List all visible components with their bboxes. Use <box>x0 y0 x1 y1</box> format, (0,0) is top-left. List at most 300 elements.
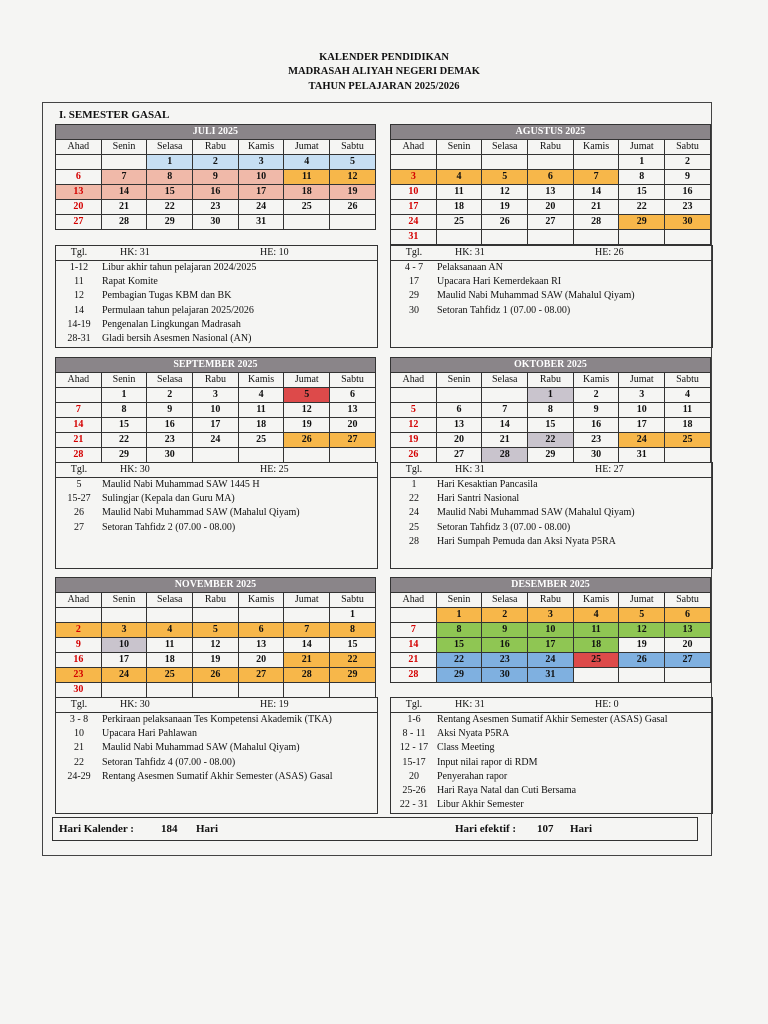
day-cell: 14 <box>284 638 330 653</box>
day-cell: 20 <box>56 200 102 215</box>
day-cell: 3 <box>193 388 239 403</box>
event-description: Libur Akhir Semester <box>437 799 524 811</box>
day-cell: 3 <box>239 155 285 170</box>
event-date: 22 <box>409 493 419 505</box>
weekday-header: Sabtu <box>665 373 711 388</box>
day-cell: 27 <box>528 215 574 230</box>
day-cell: 17 <box>239 185 285 200</box>
day-cell: 17 <box>391 200 437 215</box>
day-cell <box>391 155 437 170</box>
day-cell: 28 <box>482 448 528 463</box>
weekday-header: Ahad <box>56 593 102 608</box>
doc-title-line3: TAHUN PELAJARAN 2025/2026 <box>308 81 460 92</box>
event-description: Class Meeting <box>437 742 495 754</box>
weekday-header: Selasa <box>147 593 193 608</box>
event-date: 15-17 <box>402 756 426 768</box>
day-cell: 11 <box>147 638 193 653</box>
day-cell <box>147 683 193 698</box>
day-cell: 10 <box>193 403 239 418</box>
day-cell: 4 <box>147 623 193 638</box>
day-cell: 16 <box>56 653 102 668</box>
day-cell: 13 <box>665 623 711 638</box>
day-cell <box>193 608 239 623</box>
day-cell: 20 <box>239 653 285 668</box>
weekday-header: Sabtu <box>665 140 711 155</box>
day-cell: 30 <box>482 668 528 683</box>
event-date: 14-19 <box>67 318 91 330</box>
event-date: 30 <box>409 304 419 316</box>
weekday-header: Ahad <box>391 373 437 388</box>
day-cell: 25 <box>147 668 193 683</box>
day-cell: 31 <box>528 668 574 683</box>
day-cell <box>56 608 102 623</box>
event-description: Libur akhir tahun pelajaran 2024/2025 <box>102 262 257 273</box>
day-cell: 29 <box>437 668 483 683</box>
day-cell: 11 <box>574 623 620 638</box>
day-cell: 10 <box>239 170 285 185</box>
event-date: 15-27 <box>67 493 91 505</box>
date-column-label: Tgl. <box>70 464 88 475</box>
calendar-days-unit: Hari <box>196 823 218 835</box>
event-row <box>56 304 377 318</box>
day-cell <box>239 448 285 463</box>
event-description: Sulingjar (Kepala dan Guru MA) <box>102 493 235 505</box>
event-description: Rentang Asesmen Sumatif Akhir Semester (ASAS) Gasal <box>102 770 333 782</box>
date-column-label: Tgl. <box>70 699 88 710</box>
day-cell: 13 <box>437 418 483 433</box>
event-description: Setoran Tahfidz 3 (07.00 - 08.00) <box>437 521 571 533</box>
day-cell: 22 <box>147 200 193 215</box>
day-cell: 2 <box>193 155 239 170</box>
event-row <box>391 304 712 318</box>
event-row <box>56 318 377 332</box>
day-cell: 8 <box>437 623 483 638</box>
day-cell: 30 <box>665 215 711 230</box>
weekday-header: Selasa <box>482 593 528 608</box>
day-cell: 4 <box>437 170 483 185</box>
event-date: 11 <box>74 276 84 288</box>
date-column-label: Tgl. <box>405 464 423 475</box>
weekday-header: Kamis <box>239 140 285 155</box>
day-cell: 12 <box>482 185 528 200</box>
day-cell: 28 <box>391 668 437 683</box>
calendar-days-value: 184 <box>161 823 178 835</box>
event-row <box>56 741 377 755</box>
day-cell: 2 <box>147 388 193 403</box>
day-cell: 28 <box>102 215 148 230</box>
event-date: 1-6 <box>407 714 421 725</box>
day-cell: 21 <box>102 200 148 215</box>
event-description: Rentang Asesmen Sumatif Akhir Semester (ASAS) Gasal <box>437 714 668 725</box>
day-cell: 1 <box>330 608 376 623</box>
hari-kalender-count: HK: 31 <box>455 247 485 258</box>
semester-label: I. SEMESTER GASAL <box>59 109 170 121</box>
event-date: 5 <box>76 479 82 490</box>
calendar-days-label: Hari Kalender : <box>59 823 134 835</box>
month-calendar <box>55 357 376 463</box>
day-cell: 14 <box>482 418 528 433</box>
day-cell: 7 <box>574 170 620 185</box>
day-cell: 23 <box>147 433 193 448</box>
month-header: DESEMBER 2025 <box>391 578 711 593</box>
day-cell: 14 <box>56 418 102 433</box>
day-cell: 2 <box>482 608 528 623</box>
event-box <box>390 462 713 569</box>
event-row <box>391 727 712 741</box>
event-date: 24 <box>409 507 419 519</box>
month-header: SEPTEMBER 2025 <box>56 358 376 373</box>
day-cell: 17 <box>619 418 665 433</box>
event-box <box>390 697 713 814</box>
day-cell: 8 <box>147 170 193 185</box>
day-cell: 8 <box>619 170 665 185</box>
day-cell: 6 <box>330 388 376 403</box>
day-cell: 9 <box>482 623 528 638</box>
hari-kalender-count: HK: 31 <box>120 247 150 258</box>
day-cell: 5 <box>391 403 437 418</box>
day-cell: 20 <box>330 418 376 433</box>
day-cell <box>391 608 437 623</box>
event-description: Pelaksanaan AN <box>437 262 503 273</box>
day-cell: 8 <box>330 623 376 638</box>
day-cell: 6 <box>437 403 483 418</box>
weekday-header: Rabu <box>528 593 574 608</box>
day-cell: 30 <box>574 448 620 463</box>
day-cell: 29 <box>619 215 665 230</box>
day-cell <box>330 448 376 463</box>
weekday-header: Kamis <box>574 593 620 608</box>
day-cell: 29 <box>528 448 574 463</box>
event-box-header <box>391 698 712 713</box>
hari-efektif-count: HE: 25 <box>260 464 289 475</box>
day-cell: 1 <box>528 388 574 403</box>
weekday-header: Sabtu <box>665 593 711 608</box>
day-cell: 13 <box>56 185 102 200</box>
day-cell: 9 <box>665 170 711 185</box>
day-cell <box>528 155 574 170</box>
event-date: 10 <box>74 728 84 740</box>
day-cell: 15 <box>330 638 376 653</box>
event-date: 26 <box>74 507 84 519</box>
day-cell: 18 <box>284 185 330 200</box>
event-row <box>391 741 712 755</box>
day-cell: 20 <box>437 433 483 448</box>
day-cell: 25 <box>574 653 620 668</box>
day-cell: 21 <box>574 200 620 215</box>
event-description: Input nilai rapor di RDM <box>437 756 538 768</box>
day-cell: 18 <box>147 653 193 668</box>
event-box-header <box>56 698 377 713</box>
day-cell <box>665 448 711 463</box>
month-header: JULI 2025 <box>56 125 376 140</box>
day-cell: 11 <box>665 403 711 418</box>
doc-title-line1: KALENDER PENDIDIKAN <box>319 52 449 63</box>
day-cell: 23 <box>193 200 239 215</box>
day-cell: 26 <box>284 433 330 448</box>
day-cell: 10 <box>391 185 437 200</box>
day-cell: 12 <box>330 170 376 185</box>
day-cell: 9 <box>147 403 193 418</box>
day-cell: 14 <box>102 185 148 200</box>
day-cell: 19 <box>284 418 330 433</box>
day-cell: 24 <box>619 433 665 448</box>
event-description: Penyerahan rapor <box>437 770 508 782</box>
day-cell: 18 <box>239 418 285 433</box>
day-cell: 11 <box>437 185 483 200</box>
event-date: 3 - 8 <box>69 714 89 725</box>
day-cell: 17 <box>193 418 239 433</box>
event-date: 17 <box>409 276 419 288</box>
event-date: 28-31 <box>67 333 91 345</box>
day-cell: 24 <box>102 668 148 683</box>
day-cell <box>193 683 239 698</box>
event-description: Gladi bersih Asesmen Nasional (AN) <box>102 333 252 345</box>
effective-days-label: Hari efektif : <box>455 823 517 835</box>
event-description: Aksi Nyata P5RA <box>437 728 510 740</box>
event-row <box>391 535 712 549</box>
day-cell: 23 <box>574 433 620 448</box>
day-cell: 16 <box>193 185 239 200</box>
day-cell: 14 <box>574 185 620 200</box>
weekday-header: Ahad <box>391 140 437 155</box>
weekday-header: Jumat <box>619 373 665 388</box>
day-cell <box>56 155 102 170</box>
day-cell: 10 <box>102 638 148 653</box>
weekday-header: Senin <box>102 593 148 608</box>
day-cell: 4 <box>284 155 330 170</box>
day-cell: 7 <box>56 403 102 418</box>
day-cell: 5 <box>330 155 376 170</box>
event-box-header <box>391 246 712 261</box>
event-row <box>56 727 377 741</box>
event-date: 20 <box>409 770 419 782</box>
day-cell: 28 <box>284 668 330 683</box>
event-date: 21 <box>74 742 84 754</box>
day-cell <box>437 230 483 245</box>
day-cell: 29 <box>102 448 148 463</box>
day-cell: 6 <box>665 608 711 623</box>
event-description: Maulid Nabi Muhammad SAW 1445 H <box>102 479 260 490</box>
day-cell: 16 <box>574 418 620 433</box>
day-cell <box>665 668 711 683</box>
month-header: AGUSTUS 2025 <box>391 125 711 140</box>
event-description: Pembagian Tugas KBM dan BK <box>102 290 232 302</box>
event-date: 1 <box>411 479 417 490</box>
day-cell: 4 <box>239 388 285 403</box>
event-date: 24-29 <box>67 770 91 782</box>
day-cell <box>437 155 483 170</box>
event-description: Rapat Komite <box>102 276 158 288</box>
event-row <box>391 784 712 798</box>
day-cell <box>102 608 148 623</box>
day-cell: 27 <box>56 215 102 230</box>
hari-efektif-count: HE: 27 <box>595 464 624 475</box>
event-row <box>391 770 712 784</box>
day-cell: 23 <box>482 653 528 668</box>
day-cell: 19 <box>482 200 528 215</box>
hari-kalender-count: HK: 30 <box>120 699 150 710</box>
weekday-header: Senin <box>437 373 483 388</box>
day-cell: 16 <box>147 418 193 433</box>
day-cell: 2 <box>665 155 711 170</box>
day-cell: 11 <box>239 403 285 418</box>
day-cell: 14 <box>391 638 437 653</box>
day-cell: 2 <box>574 388 620 403</box>
weekday-header: Rabu <box>193 593 239 608</box>
event-date: 25-26 <box>402 785 426 797</box>
day-cell: 1 <box>147 155 193 170</box>
month-calendar <box>390 357 711 463</box>
day-cell: 23 <box>56 668 102 683</box>
day-cell: 6 <box>56 170 102 185</box>
day-cell: 21 <box>56 433 102 448</box>
day-cell: 5 <box>482 170 528 185</box>
event-box <box>55 245 378 348</box>
event-date: 14 <box>74 304 84 316</box>
day-cell <box>239 608 285 623</box>
day-cell: 30 <box>193 215 239 230</box>
event-description: Hari Raya Natal dan Cuti Bersama <box>437 785 577 797</box>
event-row <box>56 756 377 770</box>
hari-kalender-count: HK: 31 <box>455 699 485 710</box>
day-cell: 19 <box>391 433 437 448</box>
day-cell: 29 <box>147 215 193 230</box>
day-cell: 19 <box>619 638 665 653</box>
day-cell: 12 <box>391 418 437 433</box>
event-row <box>56 332 377 346</box>
day-cell: 24 <box>528 653 574 668</box>
day-cell: 24 <box>193 433 239 448</box>
weekday-header: Sabtu <box>330 373 376 388</box>
day-cell: 26 <box>391 448 437 463</box>
day-cell: 22 <box>528 433 574 448</box>
day-cell: 18 <box>574 638 620 653</box>
day-cell: 19 <box>330 185 376 200</box>
event-description: Setoran Tahfidz 4 (07.00 - 08.00) <box>102 756 236 768</box>
event-box-header <box>56 463 377 478</box>
day-cell: 6 <box>239 623 285 638</box>
day-cell: 6 <box>528 170 574 185</box>
event-date: 1-12 <box>69 262 89 273</box>
day-cell <box>619 230 665 245</box>
day-cell <box>574 668 620 683</box>
day-cell: 29 <box>330 668 376 683</box>
day-cell: 18 <box>437 200 483 215</box>
month-calendar <box>390 124 711 245</box>
day-cell <box>437 388 483 403</box>
event-row <box>56 713 377 727</box>
day-cell <box>284 683 330 698</box>
event-row <box>391 713 712 727</box>
day-cell <box>284 448 330 463</box>
day-cell: 21 <box>482 433 528 448</box>
weekday-header: Senin <box>102 373 148 388</box>
day-cell: 31 <box>391 230 437 245</box>
weekday-header: Jumat <box>284 373 330 388</box>
event-box-header <box>56 246 377 261</box>
day-cell: 12 <box>619 623 665 638</box>
day-cell: 7 <box>102 170 148 185</box>
day-cell: 25 <box>437 215 483 230</box>
hari-efektif-count: HE: 19 <box>260 699 289 710</box>
weekday-header: Kamis <box>574 373 620 388</box>
day-cell: 7 <box>284 623 330 638</box>
weekday-header: Rabu <box>528 373 574 388</box>
weekday-header: Senin <box>437 593 483 608</box>
day-cell: 9 <box>193 170 239 185</box>
day-cell: 8 <box>528 403 574 418</box>
event-row <box>391 492 712 506</box>
date-column-label: Tgl. <box>405 247 423 258</box>
weekday-header: Senin <box>102 140 148 155</box>
day-cell: 15 <box>619 185 665 200</box>
event-description: Upacara Hari Kemerdekaan RI <box>437 276 562 288</box>
event-date: 22 - 31 <box>399 799 429 811</box>
day-cell: 15 <box>147 185 193 200</box>
day-cell: 18 <box>665 418 711 433</box>
event-description: Setoran Tahfidz 1 (07.00 - 08.00) <box>437 304 571 316</box>
weekday-header: Jumat <box>619 593 665 608</box>
month-header: OKTOBER 2025 <box>391 358 711 373</box>
day-cell: 22 <box>437 653 483 668</box>
weekday-header: Kamis <box>239 373 285 388</box>
day-cell: 11 <box>284 170 330 185</box>
day-cell <box>482 230 528 245</box>
event-row <box>391 506 712 520</box>
event-row <box>391 756 712 770</box>
event-row <box>391 521 712 535</box>
day-cell: 26 <box>330 200 376 215</box>
day-cell: 5 <box>193 623 239 638</box>
day-cell: 25 <box>284 200 330 215</box>
day-cell: 25 <box>665 433 711 448</box>
weekday-header: Jumat <box>619 140 665 155</box>
day-cell <box>330 683 376 698</box>
date-column-label: Tgl. <box>70 247 88 258</box>
day-cell: 31 <box>239 215 285 230</box>
day-cell: 23 <box>665 200 711 215</box>
day-cell <box>193 448 239 463</box>
weekday-header: Sabtu <box>330 593 376 608</box>
weekday-header: Jumat <box>284 140 330 155</box>
day-cell: 27 <box>330 433 376 448</box>
day-cell: 2 <box>56 623 102 638</box>
day-cell <box>330 215 376 230</box>
weekday-header: Jumat <box>284 593 330 608</box>
event-row <box>56 521 377 535</box>
effective-days-value: 107 <box>537 823 554 835</box>
doc-title-line2: MADRASAH ALIYAH NEGERI DEMAK <box>288 66 480 77</box>
event-date: 22 <box>74 756 84 768</box>
event-date: 8 - 11 <box>402 728 426 740</box>
event-row <box>391 798 712 812</box>
day-cell: 15 <box>437 638 483 653</box>
day-cell <box>102 155 148 170</box>
day-cell: 24 <box>391 215 437 230</box>
weekday-header: Sabtu <box>330 140 376 155</box>
event-date: 25 <box>409 521 419 533</box>
weekday-header: Ahad <box>56 373 102 388</box>
day-cell: 25 <box>239 433 285 448</box>
hari-efektif-count: HE: 26 <box>595 247 624 258</box>
day-cell: 10 <box>528 623 574 638</box>
day-cell <box>147 608 193 623</box>
hari-efektif-count: HE: 10 <box>260 247 289 258</box>
event-description: Maulid Nabi Muhammad SAW (Mahalul Qiyam) <box>102 507 300 519</box>
day-cell <box>528 230 574 245</box>
event-description: Hari Sumpah Pemuda dan Aksi Nyata P5RA <box>437 535 616 547</box>
event-description: Maulid Nabi Muhammad SAW (Mahalul Qiyam) <box>437 290 635 302</box>
